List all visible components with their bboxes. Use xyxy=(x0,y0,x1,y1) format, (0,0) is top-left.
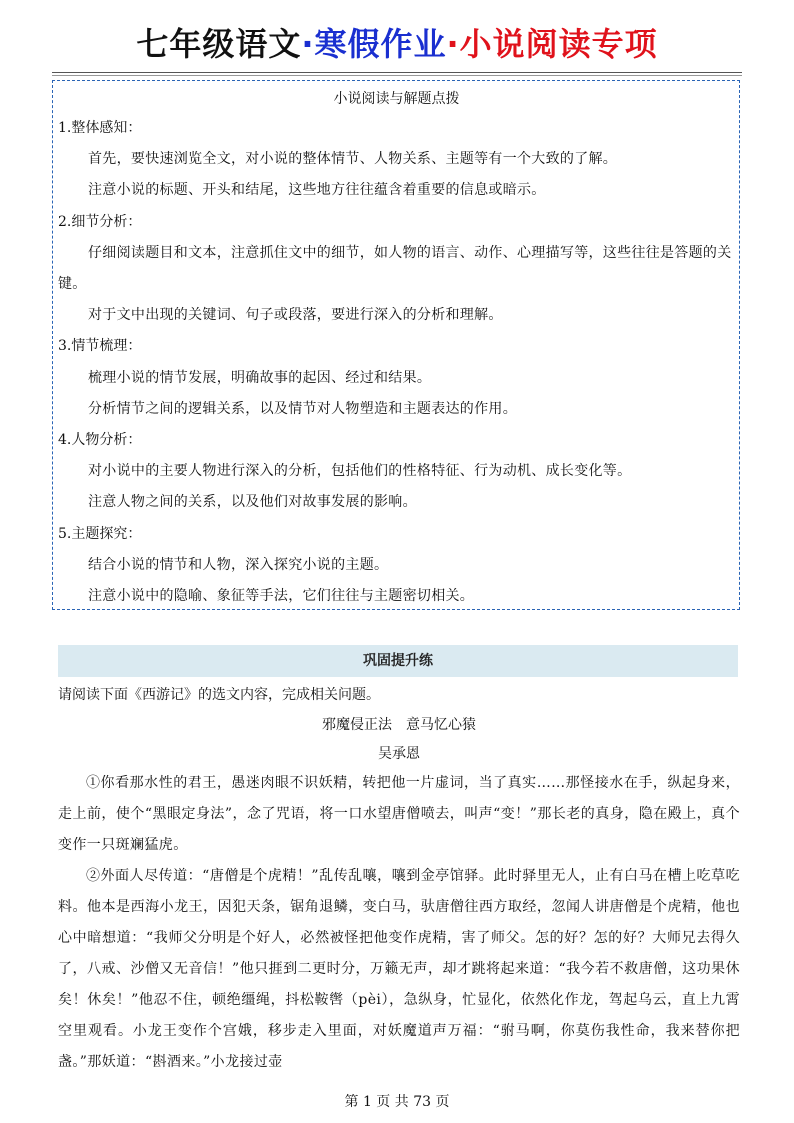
tips-paragraph: 注意小说中的隐喻、象征等手法，它们往往与主题密切相关。 xyxy=(88,588,475,605)
page-number: 第 1 页 共 73 页 xyxy=(344,1094,450,1110)
practice-section-band: 巩固提升练 xyxy=(58,645,738,677)
passage-paragraph: ①你看那水性的君王，愚迷肉眼不识妖精，转把他一片虚词，当了真实……那怪接水在手，纵起身来，走上前，使个“黑眼定身法”，念了咒语，将一口水望唐僧喷去，叫声“变！”那长老的真身，隐在殿上，真个变作一只斑斓猛虎。 xyxy=(58,775,740,853)
passage-author: 吴承恩 xyxy=(378,746,420,762)
tips-paragraph: 对于文中出现的关键词、句子或段落，要进行深入的分析和理解。 xyxy=(88,307,503,324)
tips-paragraph: 梳理小说的情节发展，明确故事的起因、经过和结果。 xyxy=(88,369,432,386)
tips-paragraph: 注意人物之间的关系，以及他们对故事发展的影响。 xyxy=(88,494,417,511)
header-grade-subject: 七年级语文 xyxy=(136,25,302,63)
reading-passage xyxy=(58,680,740,1078)
reading-instruction: 请阅读下面《西游记》的选文内容，完成相关问题。 xyxy=(58,687,380,703)
tips-section-heading: 5.主题探究： xyxy=(58,525,142,542)
tips-paragraph: 结合小说的情节和人物，深入探究小说的主题。 xyxy=(88,556,389,573)
tips-box xyxy=(52,80,740,610)
passage-paragraph: ②外面人尽传道：“唐僧是个虎精！”乱传乱嚷，嚷到金亭馆驿。此时驿里无人，止有白马在槽上吃草吃料。他本是西海小龙王，因犯天条，锯角退鳞，变白马，驮唐僧往西方取经，忽闻人讲唐僧是个虎精，他也心中暗想道：“我师父分明是个好人，必然被怪把他变作虎精，害了师父。怎的好？怎的好？大师兄去得久了，八戒、沙僧又无音信！”他只捱到二更时分，万籁无声，却才跳将起来道：“我今若不救唐僧，这功果休矣！休矣！”他忍不住，顿绝缰绳，抖松鞍辔（pèi），急纵身，忙显化，依然化作龙，驾起乌云，直上九霄空里观看。小龙王变作个宫娥，移步走入里面，对妖魔道声万福：“驸马啊，你莫伤我性命，我来替你把盏。”那妖道：“斟酒来。”小龙接过壶 xyxy=(58,868,740,1070)
tips-section-heading: 1.整体感知： xyxy=(58,120,142,136)
tips-paragraph: 仔细阅读题目和文本，注意抓住文中的细节，如人物的语言、动作、心理描写等，这些往往是答题的关键。 xyxy=(58,244,732,293)
passage-title: 邪魔侵正法 意马忆心猿 xyxy=(322,717,476,733)
document-header xyxy=(0,22,794,66)
tips-section-heading: 3.情节梳理： xyxy=(58,338,142,355)
tips-paragraph: 分析情节之间的逻辑关系，以及情节对人物塑造和主题表达的作用。 xyxy=(88,400,517,417)
header-divider xyxy=(52,72,742,73)
tips-paragraph: 对小说中的主要人物进行深入的分析，包括他们的性格特征、行为动机、成长变化等。 xyxy=(88,463,632,480)
tips-title: 小说阅读与解题点拨 xyxy=(333,91,460,107)
tips-section-heading: 2.细节分析： xyxy=(58,213,142,230)
header-separator: · xyxy=(446,25,460,63)
tips-paragraph: 首先，要快速浏览全文，对小说的整体情节、人物关系、主题等有一个大致的了解。 xyxy=(88,151,618,168)
tips-section-heading: 4.人物分析： xyxy=(58,432,142,449)
tips-paragraph: 注意小说的标题、开头和结尾，这些地方往往蕴含着重要的信息或暗示。 xyxy=(88,182,546,199)
header-divider xyxy=(52,75,742,76)
header-separator: · xyxy=(301,25,315,63)
header-homework-type: 寒假作业 xyxy=(314,25,447,63)
header-topic: 小说阅读专项 xyxy=(459,25,658,63)
